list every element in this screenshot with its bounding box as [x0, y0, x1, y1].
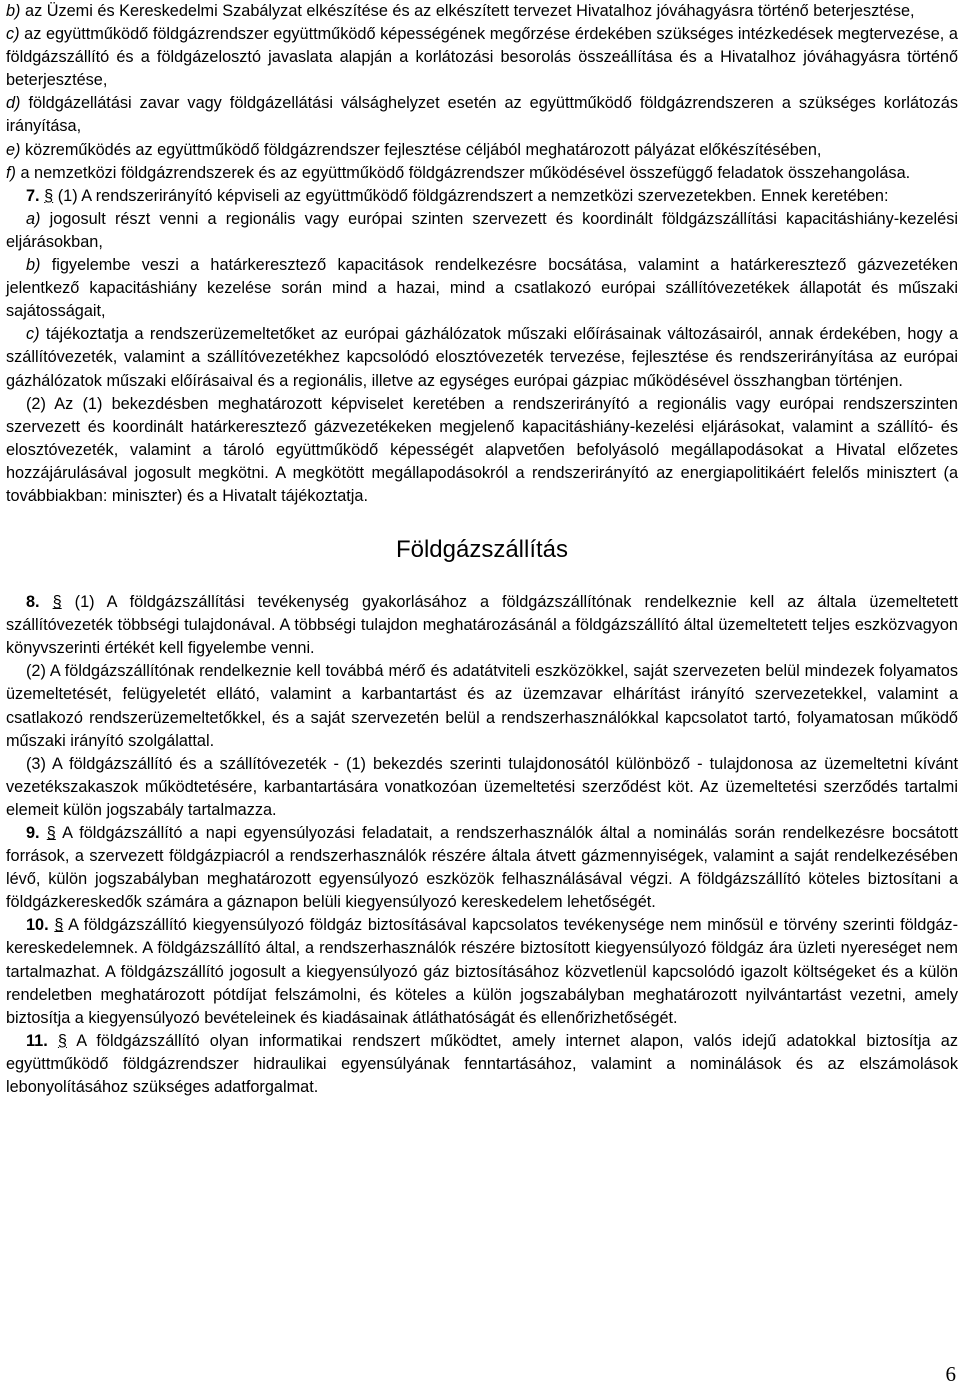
section-8-paragraph-2: (2) A földgázszállítónak rendelkeznie kell továbbá mérő és adatátviteli eszközökkel, saját szervezeten belül mindezek folyamatos üzemeltetését, felügyeletét ellátó, valamint a karbantartást és az üzemzavar elhárítást irányító szervezetekkel, valamint a csatlakozó rendszerüzemeltetőkkel, és a saját szervezetén belül a rendszerhasználókkal kapcsolatot tartó, folyamatosan működő műszaki irányító szolgálattal.	[6, 662, 958, 750]
item-label: b)	[26, 256, 41, 275]
paragraph-text: (1) A rendszerirányító képviseli az együttműködő földgázrendszert a nemzetközi szervezetekben. Ennek keretében:	[53, 186, 889, 205]
item-d	[6, 92, 958, 138]
paragraph-text: (1) A földgázszállítási tevékenység gyakorlásához a földgázszállítónak rendelkeznie kell az általa üzemeltetett szállítóvezeték többségi tulajdonával. A többségi tulajdon meghatározásánál a földgázszállító által üzemeltetett teljes eszközvagyon könyvszerinti értékét kell figyelembe venni.	[6, 593, 959, 658]
section-9-paragraph	[6, 822, 958, 914]
section-7-item-a	[6, 208, 958, 254]
section-number: 10.	[26, 916, 49, 935]
paragraph-text: A földgázszállító a napi egyensúlyozási feladatait, a rendszerhasználók által a nominálás során rendelkezésre bocsátott források, a szervezett földgázpiacról a rendszerhasználók részére általa átvett gázmennyiségek, valamint a saját rendelkezésében lévő, külön jogszabályban meghatározott egyensúlyozó eszközök felhasználásával végzi. A földgázszállító köteles biztosítani a földgázkereskedők számára a gáznapon belüli kiegyensúlyozó kereskedelem lehetőségét.	[6, 824, 958, 912]
section-heading: Földgázszállítás	[395, 536, 569, 564]
paragraph-text: A földgázszállító olyan informatikai rendszert működtet, amely internet alapon, valós idejű adatokkal biztosítja az együttműködő földgázrendszer hidraulikai egyensúlyának fenntartásához, valamint a nominálások és az elszámolások lebonyolításához szükséges adatforgalmat.	[6, 1031, 958, 1097]
item-label: e)	[6, 140, 21, 159]
item-text: az együttműködő földgázrendszer együttműködő képességének megőrzése érdekében szükséges intézkedések megtervezése, a földgázszállító és a földgázelosztó javaslata alapján a korlátozási besorolás összeállítása és a Hivatalhoz jóváhagyásra történő beterjesztése,	[6, 25, 958, 90]
section-number: 11.	[26, 1031, 48, 1050]
item-label: c)	[6, 25, 20, 44]
section-sign: §	[46, 824, 56, 842]
section-sign: §	[52, 593, 62, 612]
item-label: d)	[6, 94, 21, 113]
section-8-paragraph-1	[6, 591, 958, 660]
page-number: 6	[945, 1362, 956, 1386]
section-number: 7.	[26, 186, 40, 205]
section-sign: §	[57, 1031, 67, 1050]
item-label: a)	[26, 209, 41, 228]
section-sign: §	[44, 186, 54, 205]
item-text: tájékoztatja a rendszerüzemeltetőket az európai gázhálózatok műszaki előírásainak változásairól, annak érdekében, hogy a szállítóvezeték, valamint a szállítóvezetékhez kapcsolódó elosztóvezeték tervezése, fejlesztése és rendszerirányítása az európai gázhálózatok műszaki előírásaival és a regionális, illetve az egységes európai gázpiac működésével összhangban történjen.	[6, 325, 958, 390]
document-body	[6, 0, 958, 1099]
item-label: b)	[6, 2, 21, 20]
section-8-paragraph-3: (3) A földgázszállító és a szállítóvezeték - (1) bekezdés szerinti tulajdonosától különböző - tulajdonosa az üzemeltetni kívánt vezetékszakaszok működtetésére, karbantartására vonatkozóan üzemeltetési szerződést köt. Az üzemeltetési szerződés tartalmi elemeit külön jogszabály tartalmazza.	[6, 754, 958, 819]
item-text: jogosult részt venni a regionális vagy európai szinten szervezett és koordinált földgázszállítási kapacitáshiány-kezelési eljárásokban,	[6, 209, 958, 251]
section-7-paragraph-1	[6, 185, 958, 208]
item-text: az Üzemi és Kereskedelmi Szabályzat elkészítése és az elkészített tervezet Hivatalhoz jóváhagyásra történő beterjesztése,	[20, 2, 915, 20]
item-f	[6, 162, 958, 185]
item-e	[6, 139, 958, 162]
section-sign: §	[54, 916, 64, 935]
section-10-paragraph	[6, 914, 958, 1029]
item-b	[6, 0, 958, 23]
item-c	[6, 23, 958, 92]
section-number: 9.	[26, 824, 40, 842]
item-text: a nemzetközi földgázrendszerek és az együttműködő földgázrendszer működésével összefüggő feladatok összehangolása.	[15, 163, 911, 182]
section-7-paragraph-2: (2) Az (1) bekezdésben meghatározott képviselet keretében a rendszerirányító a regionális vagy európai rendszerszinten szervezett és koordinált határkeresztező gázvezetékeken megjelenő kapacitáshiány-kezelési eljárásokat, valamint a szállító- és elosztóvezeték, valamint a tároló együttműködő képességét alapvetően befolyásoló megállapodásokat a Hivatal előzetes hozzájárulásával jogosult megkötni. A megkötött megállapodásokról a rendszerirányító az energiapolitikáért felelős minisztert (a továbbiakban: miniszter) és a Hivatalt tájékoztatja.	[6, 394, 958, 505]
item-label: c)	[26, 325, 40, 344]
paragraph-text: A földgázszállító kiegyensúlyozó földgáz biztosításával kapcsolatos tevékenysége nem minősül e törvény szerinti földgáz-kereskedelemnek. A földgázszállító által, a rendszerhasználók részére biztosított kiegyensúlyozó földgáz ára üzleti nyereséget nem tartalmazhat. A földgázszállító jogosult a kiegyensúlyozó gáz biztosításához közvetlenül kapcsolódó igazolt költségeket és a külön rendeletben meghatározott pótdíjat felszámolni, és köteles a külön jogszabályban meghatározott nyilvántartást vezetni, amely biztosítja a kiegyensúlyozó bevételeinek és kiadásainak átláthatóságát és ellenőrizhetőségét.	[6, 916, 958, 1027]
item-text: figyelembe veszi a határkeresztező kapacitások rendelkezésre bocsátása, valamint a határkeresztező gázvezetéken jelentkező kapacitáshiány kezelése során mind a hazai, mind a csatlakozó európai szállítóvezetékek állapotát és műszaki sajátosságait,	[6, 256, 958, 321]
item-text: közreműködés az együttműködő földgázrendszer fejlesztése céljából meghatározott pályázat előkészítésében,	[20, 140, 822, 159]
section-11-paragraph	[6, 1030, 958, 1099]
section-number: 8.	[26, 593, 40, 612]
section-7-item-c	[6, 323, 958, 392]
section-7-item-b	[6, 254, 958, 323]
item-label: f)	[6, 163, 16, 182]
item-text: földgázellátási zavar vagy földgázellátási válsághelyzet esetén az együttműködő földgázrendszeren a szükséges korlátozás irányítása,	[6, 94, 958, 136]
